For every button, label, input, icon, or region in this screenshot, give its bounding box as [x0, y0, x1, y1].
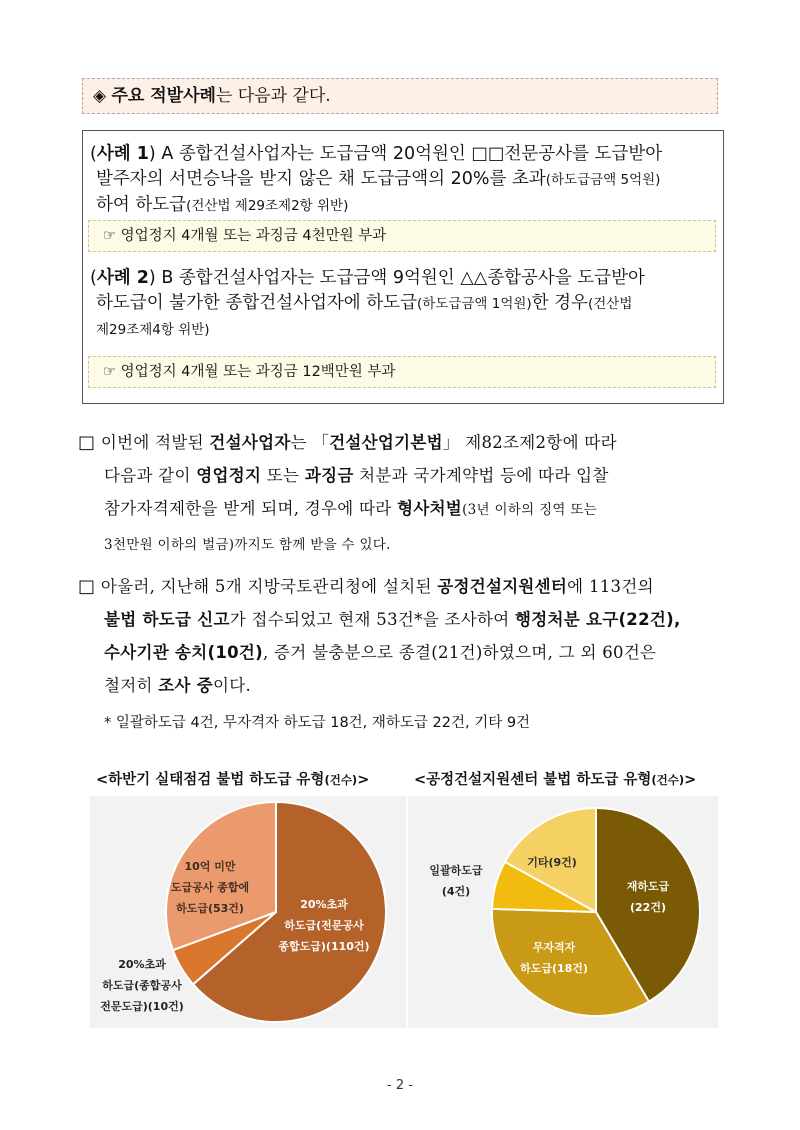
- case-1-line2-small: (하도급금액 5억원): [545, 172, 661, 188]
- diamond-marker-icon: ◈: [93, 86, 107, 106]
- section-header: [82, 78, 718, 114]
- case-1-penalty: ☞ 영업정지 4개월 또는 과징금 4천만원 부과: [88, 220, 716, 252]
- pie1-label-0: 20%초과 하도급(전문공사 종합도급)(110건): [278, 898, 370, 953]
- chart-1-title: [96, 768, 369, 789]
- case-1-line3: 하여 하도급: [96, 195, 187, 215]
- p1-bold: 영업정지: [196, 466, 262, 485]
- case-1-label: 사례 1: [96, 144, 149, 164]
- case-1-line3-small: (건산법 제29조제2항 위반): [186, 198, 349, 214]
- header-bold: 주요 적발사례: [111, 86, 216, 106]
- p1-bold: 건설사업자: [209, 433, 291, 452]
- pie2-label-0: 재하도급 (22건): [626, 880, 670, 914]
- p2-bold: 공정건설지원센터: [437, 577, 568, 596]
- p1-text: 처분과 국가계약법 등에 따라 입찰: [353, 466, 609, 485]
- case-2-label: 사례 2: [96, 268, 149, 288]
- case-2-line2a: 하도급이 불가한 종합건설사업자에 하도급: [96, 293, 417, 313]
- p1-text: 이번에 적발된: [100, 433, 210, 452]
- chart-1-title-small: (건수): [324, 773, 358, 787]
- pie2-label-3: 기타(9건): [527, 856, 577, 869]
- case-2-penalty: ☞ 영업정지 4개월 또는 과징금 12백만원 부과: [88, 356, 716, 388]
- p1-bold: 건설산업기본법: [329, 433, 443, 452]
- p2-bold: 행정처분 요구(22건),: [514, 610, 681, 629]
- pie-chart-2: [408, 796, 718, 1028]
- case-2-line2-small2: (건산법: [587, 296, 633, 312]
- pie-2-slices: [492, 808, 700, 1016]
- square-bullet-icon: □: [78, 576, 96, 597]
- p1-text: 참가자격제한을 받게 되며, 경우에 따라: [104, 499, 398, 518]
- chart-2-title-small: (건수): [651, 773, 685, 787]
- p1-bold: 형사처벌: [397, 499, 463, 518]
- p2-text: 이다.: [213, 676, 252, 695]
- case-2: (사례 2) B 종합건설사업자는 도급금액 9억원인 △△종합공사을 도급받아 하도급이 불가한 종합건설사업자에 하도급(하도급금액 1억원)한 경우(건산법 제29조제4항 위반): [90, 268, 645, 338]
- p2-text: 가 접수되었고 현재 53건*을 조사하여: [229, 610, 515, 629]
- case-2-line1: B 종합건설사업자는 도급금액 9억원인 △△종합공사을 도급받아: [161, 268, 645, 288]
- p1-bold: 과징금: [304, 466, 354, 485]
- p1-small: 3천만원 이하의 벌금)까지도 함께 받을 수 있다.: [104, 537, 391, 553]
- chart-2-title: [414, 768, 696, 789]
- case-2-line3-small: 제29조제4항 위반): [96, 322, 210, 338]
- p1-text: 또는: [261, 466, 305, 485]
- chart-1-title-text: <하반기 실태점검 불법 하도급 유형: [96, 772, 325, 788]
- p1-text: 다음과 같이: [104, 466, 197, 485]
- chart-2-title-text: <공정건설지원센터 불법 하도급 유형: [414, 772, 652, 788]
- pie2-label-2: 일괄하도급 (4건): [429, 864, 483, 898]
- paragraph-1: [78, 426, 728, 562]
- p2-text: , 증거 불충분으로 종결(21건)하였으며, 그 외 60건은: [262, 643, 657, 662]
- p1-text: 는 「: [290, 433, 330, 452]
- p2-text: 에 113건의: [567, 577, 654, 596]
- case-2-line2-small: (하도급금액 1억원): [416, 296, 532, 312]
- case-1-line2: 발주자의 서면승낙을 받지 않은 채 도급금액의 20%를 초과: [96, 169, 546, 189]
- case-1-line1: A 종합건설사업자는 도급금액 20억원인 □□전문공사를 도급받아: [161, 144, 663, 164]
- paragraph-2: [78, 570, 728, 702]
- chart-1-title-end: >: [357, 772, 370, 788]
- pie2-label-1: 무자격자 하도급(18건): [520, 941, 588, 975]
- square-bullet-icon: □: [78, 432, 96, 453]
- chart-2-title-end: >: [684, 772, 697, 788]
- case-1: (사례 1) A 종합건설사업자는 도급금액 20억원인 □□전문공사를 도급받아 발주자의 서면승낙을 받지 않은 채 도급금액의 20%를 초과(하도급금액 5억원) 하여 하도급(건산법 제29조제2항 위반): [90, 144, 663, 215]
- pie1-label-1: 20%초과 하도급(종합공사 전문도급)(10건): [100, 958, 184, 1013]
- footnote: * 일괄하도급 4건, 무자격자 하도급 18건, 재하도급 22건, 기타 9건: [104, 715, 531, 731]
- p1-small: (3년 이하의 징역 또는: [462, 502, 598, 518]
- p1-text: 」 제82조제2항에 따라: [442, 433, 617, 452]
- pie1-label-2: 10억 미만 도급공사 종합에 하도급(53건): [170, 860, 250, 915]
- header-rest: 는 다음과 같다.: [215, 86, 331, 106]
- p2-bold: 불법 하도급 신고: [104, 610, 230, 629]
- p2-text: 아울러, 지난해 5개 지방국토관리청에 설치된: [100, 577, 438, 596]
- p2-bold: 수사기관 송치(10건): [104, 643, 263, 662]
- case-2-line2b: 한 경우: [531, 293, 588, 313]
- page-number: - 2 -: [387, 1078, 413, 1093]
- p2-text: 철저히: [104, 676, 159, 695]
- p2-bold: 조사 중: [158, 676, 214, 695]
- pie-chart-1: [90, 796, 406, 1028]
